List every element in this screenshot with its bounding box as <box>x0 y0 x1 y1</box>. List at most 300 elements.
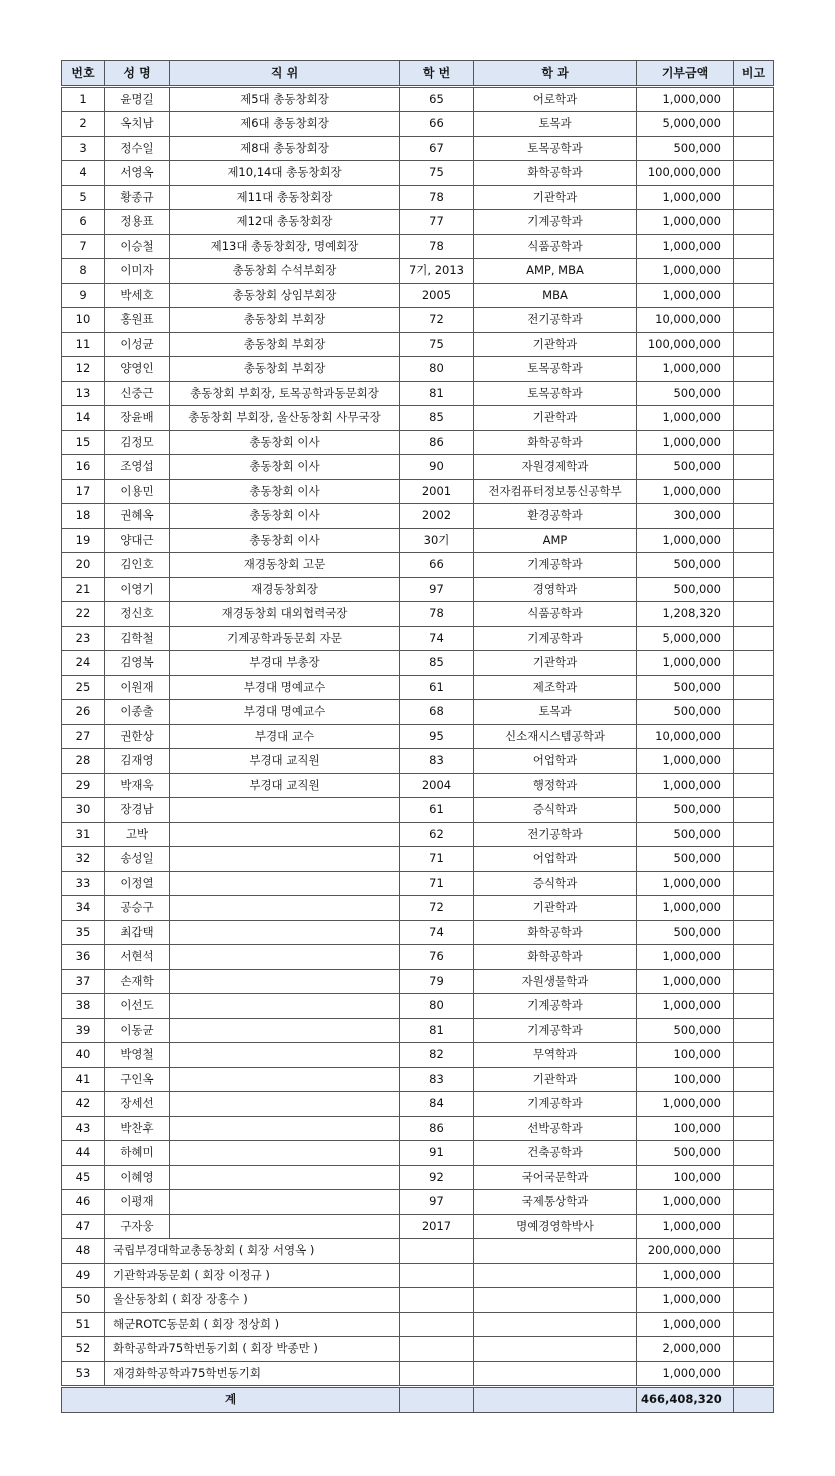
cell-position: 총동창회 부회장 <box>170 357 400 382</box>
cell-year: 72 <box>400 308 474 333</box>
cell-amount: 1,000,000 <box>637 969 734 994</box>
cell-dept: 무역학과 <box>474 1043 637 1068</box>
cell-year: 67 <box>400 136 474 161</box>
cell-organization: 재경화학공학과75학번동기회 <box>105 1361 400 1387</box>
cell-position <box>170 1214 400 1239</box>
cell-amount: 1,000,000 <box>637 749 734 774</box>
table-row <box>62 602 774 627</box>
cell-name: 홍원표 <box>105 308 170 333</box>
cell-no: 22 <box>62 602 105 627</box>
cell-year <box>400 1337 474 1362</box>
cell-no: 44 <box>62 1141 105 1166</box>
cell-amount: 1,000,000 <box>637 406 734 431</box>
cell-amount: 1,000,000 <box>637 994 734 1019</box>
cell-position <box>170 1067 400 1092</box>
cell-year: 2017 <box>400 1214 474 1239</box>
table-row <box>62 234 774 259</box>
cell-year: 90 <box>400 455 474 480</box>
total-year <box>400 1387 474 1413</box>
cell-no: 27 <box>62 724 105 749</box>
total-note <box>734 1387 774 1413</box>
cell-no: 20 <box>62 553 105 578</box>
table-row <box>62 553 774 578</box>
cell-no: 8 <box>62 259 105 284</box>
cell-no: 5 <box>62 185 105 210</box>
cell-dept: 토목공학과 <box>474 357 637 382</box>
cell-name: 손재학 <box>105 969 170 994</box>
cell-no: 51 <box>62 1312 105 1337</box>
cell-position: 제8대 총동창회장 <box>170 136 400 161</box>
table-row <box>62 357 774 382</box>
cell-dept: 식품공학과 <box>474 234 637 259</box>
cell-no: 30 <box>62 798 105 823</box>
organization-rows <box>62 1239 774 1387</box>
cell-amount: 500,000 <box>637 700 734 725</box>
cell-name: 이성균 <box>105 332 170 357</box>
table-header <box>62 61 774 87</box>
cell-dept: 자원경제학과 <box>474 455 637 480</box>
cell-amount: 1,000,000 <box>637 185 734 210</box>
cell-note <box>734 1263 774 1288</box>
cell-amount: 100,000,000 <box>637 332 734 357</box>
cell-position: 제12대 총동창회장 <box>170 210 400 235</box>
cell-year <box>400 1361 474 1387</box>
cell-year: 2005 <box>400 283 474 308</box>
cell-name: 이동균 <box>105 1018 170 1043</box>
cell-dept: 국어국문학과 <box>474 1165 637 1190</box>
cell-amount: 500,000 <box>637 847 734 872</box>
cell-position <box>170 1043 400 1068</box>
table-row <box>62 1043 774 1068</box>
cell-amount: 1,000,000 <box>637 1092 734 1117</box>
cell-note <box>734 283 774 308</box>
table-row <box>62 847 774 872</box>
cell-position: 총동창회 이사 <box>170 430 400 455</box>
cell-organization: 울산동창회 ( 회장 장홍수 ) <box>105 1288 400 1313</box>
cell-name: 정수일 <box>105 136 170 161</box>
cell-amount: 1,000,000 <box>637 1361 734 1387</box>
cell-note <box>734 332 774 357</box>
table-row <box>62 920 774 945</box>
cell-position <box>170 1141 400 1166</box>
table-row <box>62 896 774 921</box>
cell-dept: 화학공학과 <box>474 161 637 186</box>
cell-amount: 100,000 <box>637 1116 734 1141</box>
cell-position: 기계공학과동문회 자문 <box>170 626 400 651</box>
cell-no: 4 <box>62 161 105 186</box>
table-row <box>62 724 774 749</box>
cell-dept: 증식학과 <box>474 798 637 823</box>
cell-note <box>734 161 774 186</box>
cell-amount: 500,000 <box>637 455 734 480</box>
cell-dept <box>474 1337 637 1362</box>
cell-dept: 토목과 <box>474 700 637 725</box>
table-row <box>62 185 774 210</box>
cell-amount: 5,000,000 <box>637 626 734 651</box>
cell-note <box>734 1092 774 1117</box>
cell-dept: 기관학과 <box>474 185 637 210</box>
table-row <box>62 283 774 308</box>
table-row <box>62 700 774 725</box>
cell-note <box>734 234 774 259</box>
cell-year: 80 <box>400 994 474 1019</box>
cell-name: 이정열 <box>105 871 170 896</box>
cell-position: 제11대 총동창회장 <box>170 185 400 210</box>
cell-position <box>170 1018 400 1043</box>
cell-dept: AMP <box>474 528 637 553</box>
cell-no: 47 <box>62 1214 105 1239</box>
cell-year: 86 <box>400 430 474 455</box>
cell-note <box>734 553 774 578</box>
cell-amount: 1,000,000 <box>637 283 734 308</box>
cell-no: 19 <box>62 528 105 553</box>
cell-note <box>734 1116 774 1141</box>
cell-note <box>734 185 774 210</box>
cell-position: 부경대 명예교수 <box>170 675 400 700</box>
table-row <box>62 1141 774 1166</box>
cell-year: 83 <box>400 1067 474 1092</box>
cell-position <box>170 920 400 945</box>
cell-position <box>170 1165 400 1190</box>
cell-dept: 전기공학과 <box>474 308 637 333</box>
cell-name: 정용표 <box>105 210 170 235</box>
table-row <box>62 161 774 186</box>
cell-dept <box>474 1361 637 1387</box>
cell-position: 재경동창회 대외협력국장 <box>170 602 400 627</box>
cell-note <box>734 602 774 627</box>
cell-amount: 500,000 <box>637 136 734 161</box>
cell-note <box>734 945 774 970</box>
cell-year: 84 <box>400 1092 474 1117</box>
cell-dept: 건축공학과 <box>474 1141 637 1166</box>
cell-position: 부경대 교직원 <box>170 749 400 774</box>
table-row <box>62 381 774 406</box>
cell-year: 82 <box>400 1043 474 1068</box>
cell-amount: 100,000 <box>637 1067 734 1092</box>
cell-position <box>170 994 400 1019</box>
cell-year <box>400 1263 474 1288</box>
cell-note <box>734 86 774 112</box>
cell-name: 구자웅 <box>105 1214 170 1239</box>
cell-amount: 100,000 <box>637 1043 734 1068</box>
cell-dept: 어로학과 <box>474 86 637 112</box>
cell-dept: 기관학과 <box>474 896 637 921</box>
cell-name: 송성일 <box>105 847 170 872</box>
cell-name: 이원재 <box>105 675 170 700</box>
cell-no: 10 <box>62 308 105 333</box>
cell-position: 총동창회 상임부회장 <box>170 283 400 308</box>
cell-dept: 국제통상학과 <box>474 1190 637 1215</box>
table-row <box>62 773 774 798</box>
cell-dept: MBA <box>474 283 637 308</box>
cell-name: 이영기 <box>105 577 170 602</box>
header-year: 학 번 <box>400 61 474 87</box>
cell-year <box>400 1288 474 1313</box>
cell-amount: 1,000,000 <box>637 1190 734 1215</box>
cell-note <box>734 822 774 847</box>
cell-note <box>734 1190 774 1215</box>
table-row <box>62 455 774 480</box>
cell-amount: 1,000,000 <box>637 210 734 235</box>
cell-name: 하혜미 <box>105 1141 170 1166</box>
cell-position <box>170 847 400 872</box>
cell-amount: 1,000,000 <box>637 1288 734 1313</box>
cell-year: 95 <box>400 724 474 749</box>
cell-no: 24 <box>62 651 105 676</box>
cell-note <box>734 1312 774 1337</box>
cell-name: 이용민 <box>105 479 170 504</box>
cell-note <box>734 651 774 676</box>
cell-position: 제10,14대 총동창회장 <box>170 161 400 186</box>
header-note: 비고 <box>734 61 774 87</box>
cell-year: 85 <box>400 651 474 676</box>
cell-name: 권한상 <box>105 724 170 749</box>
cell-position <box>170 1092 400 1117</box>
cell-year: 65 <box>400 86 474 112</box>
cell-dept: 기계공학과 <box>474 1018 637 1043</box>
cell-no: 2 <box>62 112 105 137</box>
cell-amount: 1,000,000 <box>637 1263 734 1288</box>
cell-year: 61 <box>400 798 474 823</box>
cell-year: 81 <box>400 1018 474 1043</box>
cell-note <box>734 479 774 504</box>
cell-no: 42 <box>62 1092 105 1117</box>
cell-name: 조영섭 <box>105 455 170 480</box>
table-row <box>62 749 774 774</box>
cell-no: 14 <box>62 406 105 431</box>
cell-no: 37 <box>62 969 105 994</box>
cell-note <box>734 357 774 382</box>
cell-dept: 토목공학과 <box>474 381 637 406</box>
cell-note <box>734 847 774 872</box>
table-row <box>62 1361 774 1387</box>
cell-note <box>734 749 774 774</box>
cell-note <box>734 920 774 945</box>
cell-note <box>734 626 774 651</box>
cell-year: 7기, 2013 <box>400 259 474 284</box>
cell-name: 박재욱 <box>105 773 170 798</box>
cell-name: 서영옥 <box>105 161 170 186</box>
cell-position <box>170 1190 400 1215</box>
cell-amount: 500,000 <box>637 381 734 406</box>
cell-amount: 1,000,000 <box>637 871 734 896</box>
cell-amount: 500,000 <box>637 1141 734 1166</box>
cell-position: 총동창회 부회장, 토목공학과동문회장 <box>170 381 400 406</box>
cell-amount: 300,000 <box>637 504 734 529</box>
cell-amount: 1,000,000 <box>637 651 734 676</box>
cell-note <box>734 724 774 749</box>
cell-dept: 기계공학과 <box>474 1092 637 1117</box>
cell-year: 78 <box>400 234 474 259</box>
cell-no: 15 <box>62 430 105 455</box>
cell-no: 34 <box>62 896 105 921</box>
cell-year: 2001 <box>400 479 474 504</box>
cell-amount: 10,000,000 <box>637 308 734 333</box>
cell-name: 양영인 <box>105 357 170 382</box>
table-row <box>62 675 774 700</box>
cell-note <box>734 112 774 137</box>
cell-name: 이혜영 <box>105 1165 170 1190</box>
cell-dept: 선박공학과 <box>474 1116 637 1141</box>
cell-dept <box>474 1239 637 1264</box>
cell-no: 53 <box>62 1361 105 1387</box>
cell-position: 재경동창회 고문 <box>170 553 400 578</box>
table-row <box>62 1288 774 1313</box>
cell-note <box>734 700 774 725</box>
cell-no: 25 <box>62 675 105 700</box>
total-label: 계 <box>62 1387 400 1413</box>
cell-note <box>734 259 774 284</box>
cell-no: 35 <box>62 920 105 945</box>
cell-no: 21 <box>62 577 105 602</box>
cell-no: 49 <box>62 1263 105 1288</box>
cell-note <box>734 1239 774 1264</box>
cell-year: 97 <box>400 1190 474 1215</box>
cell-position: 부경대 부총장 <box>170 651 400 676</box>
cell-name: 김인호 <box>105 553 170 578</box>
cell-year: 71 <box>400 871 474 896</box>
cell-note <box>734 994 774 1019</box>
cell-no: 6 <box>62 210 105 235</box>
cell-name: 고박 <box>105 822 170 847</box>
cell-no: 32 <box>62 847 105 872</box>
cell-position <box>170 822 400 847</box>
cell-no: 29 <box>62 773 105 798</box>
table-row <box>62 210 774 235</box>
cell-name: 옥치남 <box>105 112 170 137</box>
cell-dept: 화학공학과 <box>474 945 637 970</box>
cell-dept <box>474 1288 637 1313</box>
table-row <box>62 136 774 161</box>
table-row <box>62 479 774 504</box>
cell-note <box>734 430 774 455</box>
cell-amount: 1,000,000 <box>637 479 734 504</box>
table-row <box>62 626 774 651</box>
cell-position: 총동창회 이사 <box>170 528 400 553</box>
cell-no: 46 <box>62 1190 105 1215</box>
cell-note <box>734 871 774 896</box>
cell-year: 2004 <box>400 773 474 798</box>
cell-name: 김정모 <box>105 430 170 455</box>
table-row <box>62 1239 774 1264</box>
cell-amount: 1,000,000 <box>637 1214 734 1239</box>
header-position: 직 위 <box>170 61 400 87</box>
cell-dept: 명예경영학박사 <box>474 1214 637 1239</box>
cell-name: 장세선 <box>105 1092 170 1117</box>
cell-dept: 행정학과 <box>474 773 637 798</box>
cell-position: 총동창회 이사 <box>170 455 400 480</box>
header-row <box>62 61 774 87</box>
cell-name: 김재영 <box>105 749 170 774</box>
cell-amount: 1,208,320 <box>637 602 734 627</box>
cell-amount: 1,000,000 <box>637 86 734 112</box>
cell-name: 이선도 <box>105 994 170 1019</box>
cell-year: 79 <box>400 969 474 994</box>
cell-no: 48 <box>62 1239 105 1264</box>
cell-note <box>734 528 774 553</box>
cell-amount: 500,000 <box>637 822 734 847</box>
cell-position <box>170 871 400 896</box>
cell-amount: 1,000,000 <box>637 357 734 382</box>
table-row <box>62 86 774 112</box>
cell-position <box>170 896 400 921</box>
cell-position: 부경대 명예교수 <box>170 700 400 725</box>
cell-note <box>734 1288 774 1313</box>
cell-dept: 전자컴퓨터정보통신공학부 <box>474 479 637 504</box>
cell-year: 81 <box>400 381 474 406</box>
cell-year: 80 <box>400 357 474 382</box>
cell-year: 97 <box>400 577 474 602</box>
table-row <box>62 332 774 357</box>
cell-year <box>400 1239 474 1264</box>
cell-dept: 화학공학과 <box>474 920 637 945</box>
cell-position: 총동창회 부회장, 울산동창회 사무국장 <box>170 406 400 431</box>
cell-note <box>734 896 774 921</box>
header-amount: 기부금액 <box>637 61 734 87</box>
cell-no: 16 <box>62 455 105 480</box>
table-row <box>62 1067 774 1092</box>
cell-no: 28 <box>62 749 105 774</box>
cell-year <box>400 1312 474 1337</box>
cell-name: 공승구 <box>105 896 170 921</box>
cell-amount: 5,000,000 <box>637 112 734 137</box>
table-row <box>62 1312 774 1337</box>
cell-year: 85 <box>400 406 474 431</box>
cell-note <box>734 1361 774 1387</box>
cell-note <box>734 308 774 333</box>
cell-dept: 증식학과 <box>474 871 637 896</box>
cell-name: 이승철 <box>105 234 170 259</box>
cell-organization: 기관학과동문회 ( 회장 이정규 ) <box>105 1263 400 1288</box>
cell-dept: 기관학과 <box>474 1067 637 1092</box>
table-row <box>62 945 774 970</box>
cell-no: 41 <box>62 1067 105 1092</box>
cell-amount: 100,000,000 <box>637 161 734 186</box>
cell-note <box>734 136 774 161</box>
cell-position: 제5대 총동창회장 <box>170 86 400 112</box>
cell-name: 구인옥 <box>105 1067 170 1092</box>
cell-year: 68 <box>400 700 474 725</box>
cell-year: 62 <box>400 822 474 847</box>
cell-dept: 식품공학과 <box>474 602 637 627</box>
cell-note <box>734 675 774 700</box>
table-row <box>62 651 774 676</box>
cell-name: 이종출 <box>105 700 170 725</box>
table-row <box>62 406 774 431</box>
cell-note <box>734 1214 774 1239</box>
cell-name: 양대근 <box>105 528 170 553</box>
cell-year: 30기 <box>400 528 474 553</box>
cell-position: 제13대 총동창회장, 명예회장 <box>170 234 400 259</box>
cell-dept: 기관학과 <box>474 406 637 431</box>
cell-amount: 1,000,000 <box>637 773 734 798</box>
cell-amount: 200,000,000 <box>637 1239 734 1264</box>
cell-no: 40 <box>62 1043 105 1068</box>
cell-dept: 어업학과 <box>474 847 637 872</box>
cell-dept: 화학공학과 <box>474 430 637 455</box>
cell-year: 66 <box>400 112 474 137</box>
cell-dept: 기계공학과 <box>474 994 637 1019</box>
cell-position: 총동창회 수석부회장 <box>170 259 400 284</box>
table-row <box>62 1116 774 1141</box>
table-row <box>62 259 774 284</box>
cell-note <box>734 1043 774 1068</box>
total-amount: 466,408,320 <box>637 1387 734 1413</box>
table-row <box>62 1190 774 1215</box>
cell-amount: 500,000 <box>637 1018 734 1043</box>
total-row <box>62 1387 774 1413</box>
cell-year: 75 <box>400 332 474 357</box>
